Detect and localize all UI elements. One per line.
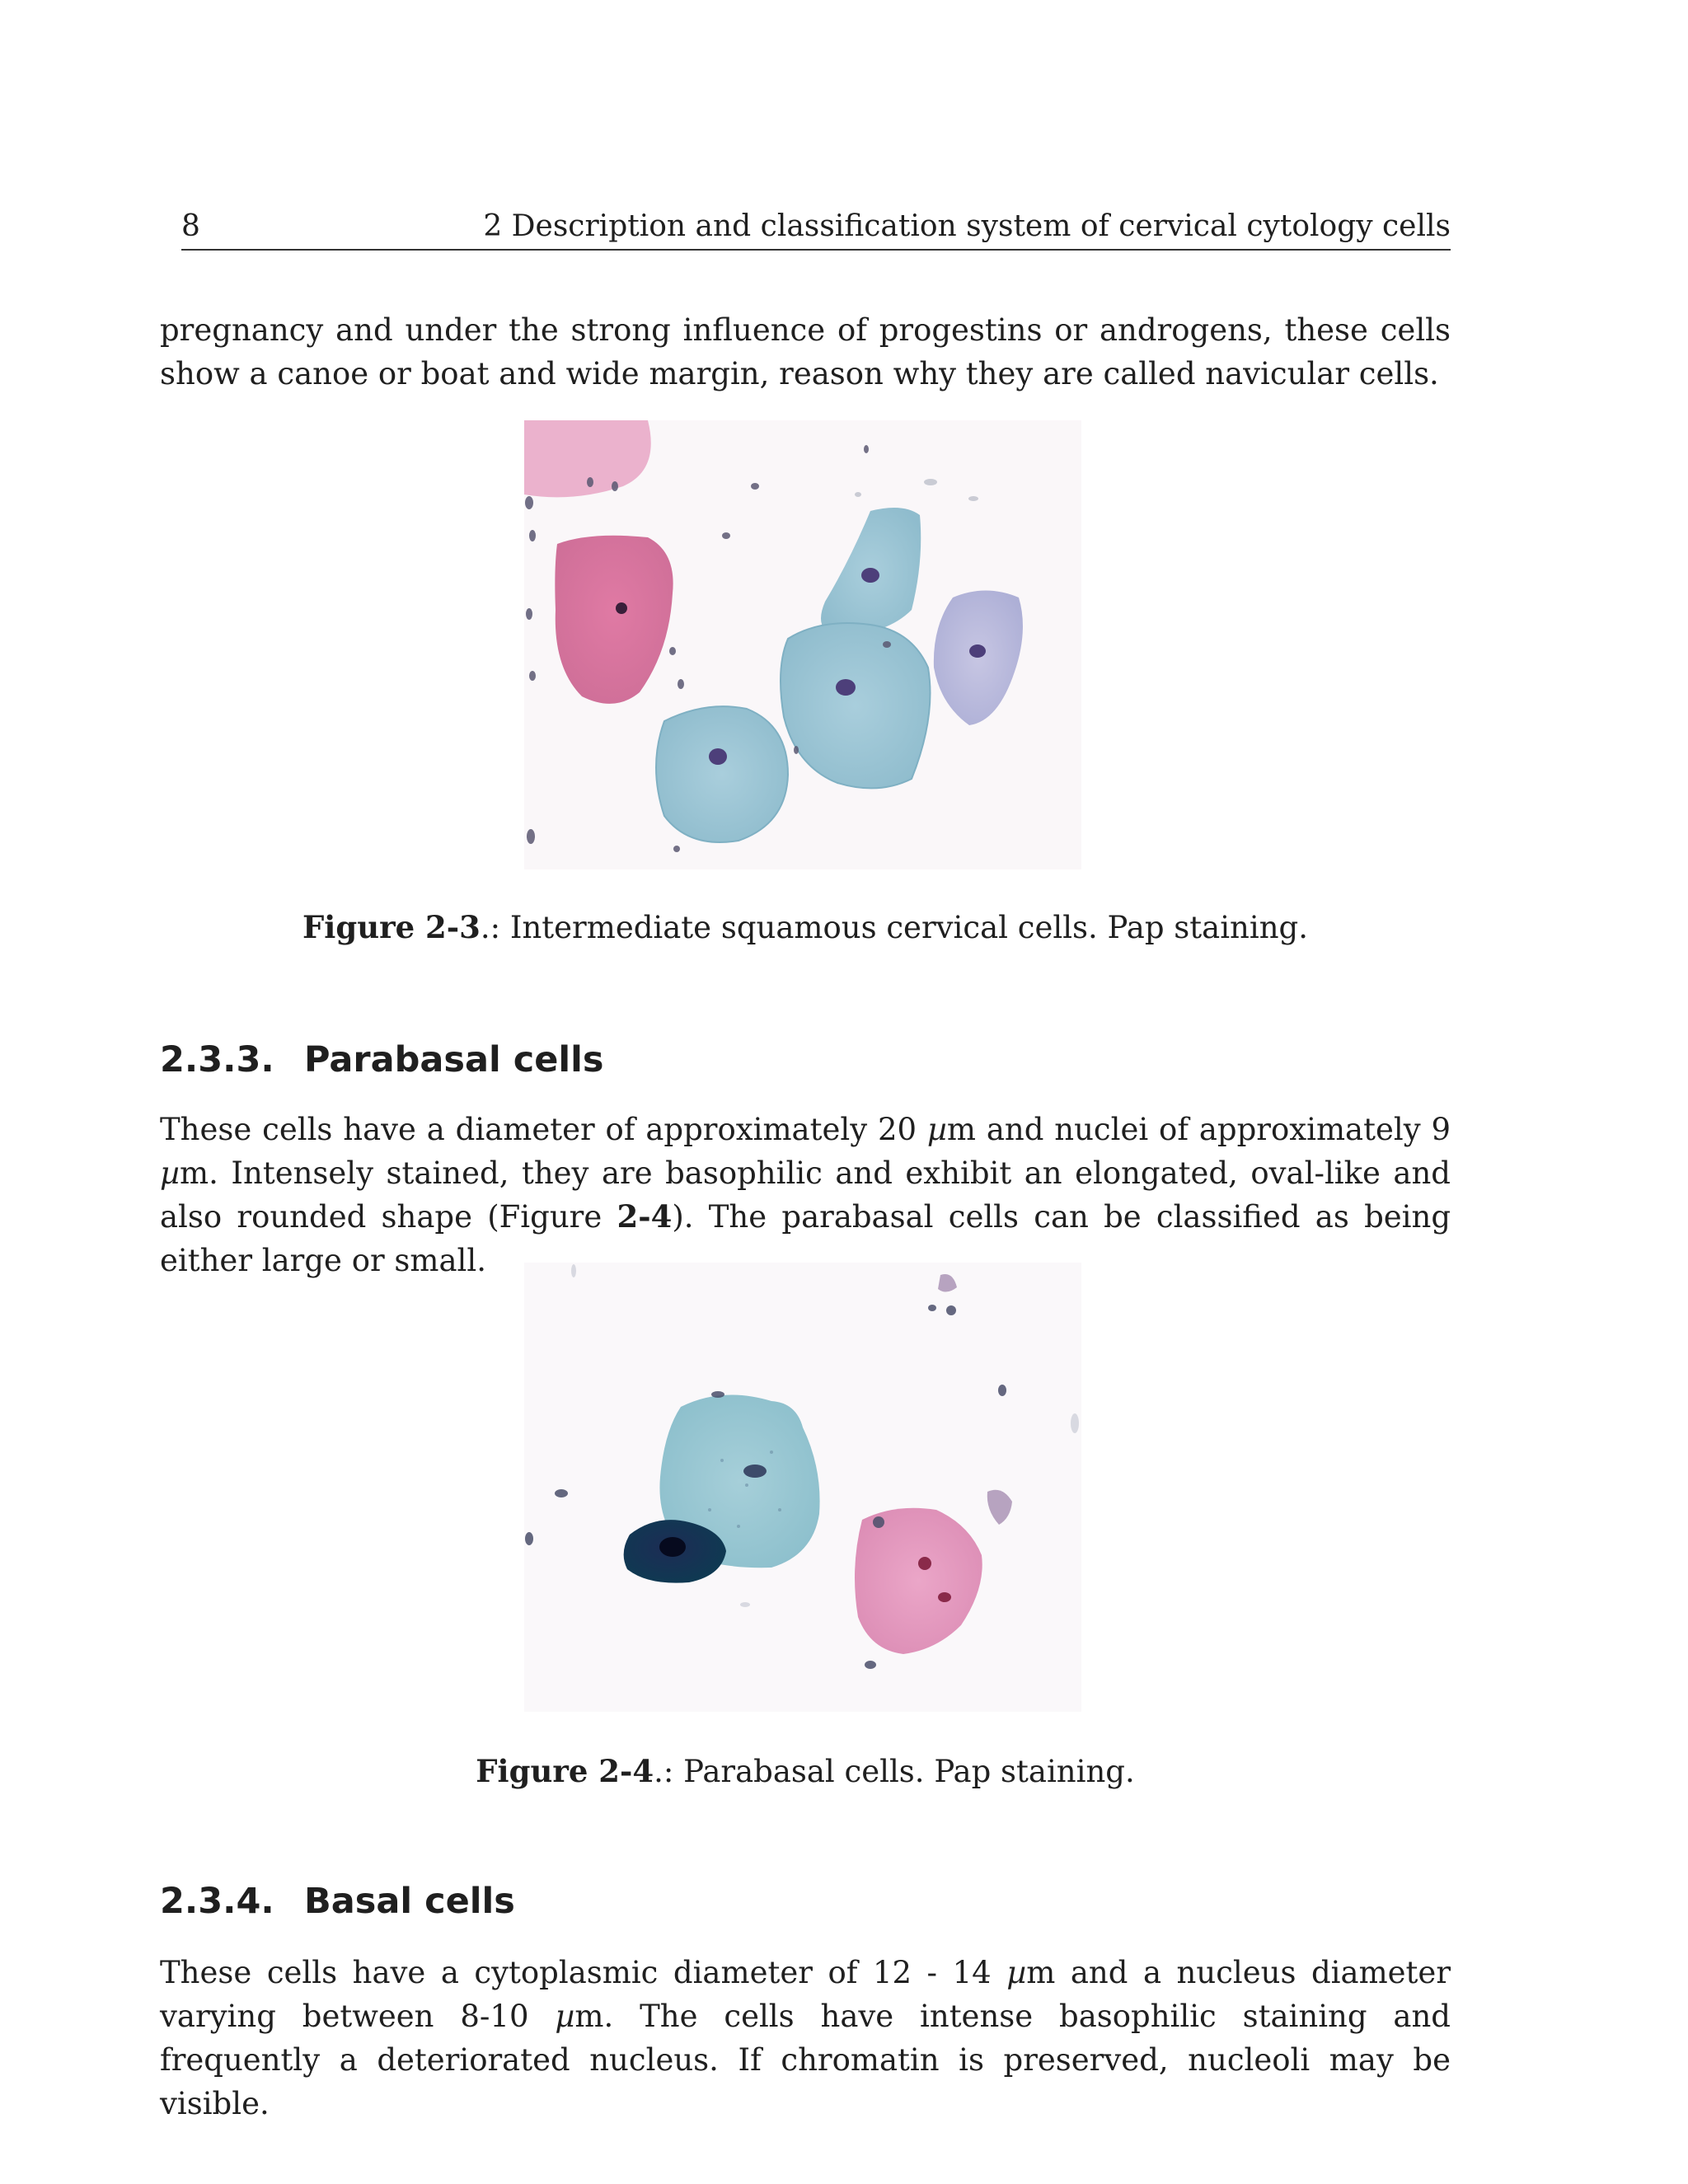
figure-2-3-caption-text: .: Intermediate squamous cervical cells. Pap staining. xyxy=(480,910,1308,945)
text-run: m and a nucleus diameter varying between 8-10 xyxy=(160,1955,1451,2034)
unit-symbol: µ xyxy=(926,1112,947,1147)
unit-symbol: µ xyxy=(1006,1955,1027,1990)
unit-symbol: µ xyxy=(160,1155,181,1191)
figure-reference: 2-4 xyxy=(617,1198,673,1235)
basal-paragraph xyxy=(160,1951,1451,2125)
text-run: m. The cells have intense basophilic staining and frequently a deteriorated nucleus. If chromatin is preserved, nucleoli may be visible. xyxy=(160,1999,1451,2121)
intermediate-cells-image xyxy=(524,420,1081,869)
parabasal-paragraph xyxy=(160,1108,1451,1282)
text-run: m. Intensely stained, they are basophilic and exhibit an elongated, oval-like and also rounded shape (Figure xyxy=(160,1155,1451,1235)
figure-2-4-micrograph xyxy=(524,1263,1081,1712)
figure-2-3-micrograph xyxy=(524,420,1081,869)
page-number: 8 xyxy=(181,209,200,243)
figure-2-3-caption xyxy=(160,907,1451,949)
figure-2-3-label: Figure 2-3 xyxy=(302,909,481,945)
intro-paragraph: pregnancy and under the strong influence of progestins or androgens, these cells show a canoe or boat and wide margin, reason why they are called navicular cells. xyxy=(160,312,1451,391)
text-run: m and nuclei of approximately 9 xyxy=(946,1112,1451,1147)
section-number: 2.3.4. xyxy=(160,1881,274,1922)
text-run: These cells have a diameter of approximately 20 xyxy=(160,1112,927,1147)
text-run: These cells have a cytoplasmic diameter of 12 - 14 xyxy=(160,1955,1007,1990)
running-header xyxy=(181,204,1451,251)
running-title: 2 Description and classification system of cervical cytology cells xyxy=(483,209,1451,243)
text-run: ). The parabasal cells can be classified as being either large or small. xyxy=(160,1199,1451,1278)
section-title: Parabasal cells xyxy=(304,1039,604,1080)
figure-2-4-caption xyxy=(160,1750,1451,1793)
unit-symbol: µ xyxy=(555,1999,575,2034)
parabasal-cells-image xyxy=(524,1263,1081,1712)
figure-2-4-caption-text: .: Parabasal cells. Pap staining. xyxy=(654,1754,1135,1789)
section-heading-parabasal xyxy=(160,1035,603,1085)
figure-2-4-label: Figure 2-4 xyxy=(476,1753,654,1789)
section-title: Basal cells xyxy=(304,1881,515,1922)
section-heading-basal xyxy=(160,1877,515,1926)
section-number: 2.3.3. xyxy=(160,1039,274,1080)
